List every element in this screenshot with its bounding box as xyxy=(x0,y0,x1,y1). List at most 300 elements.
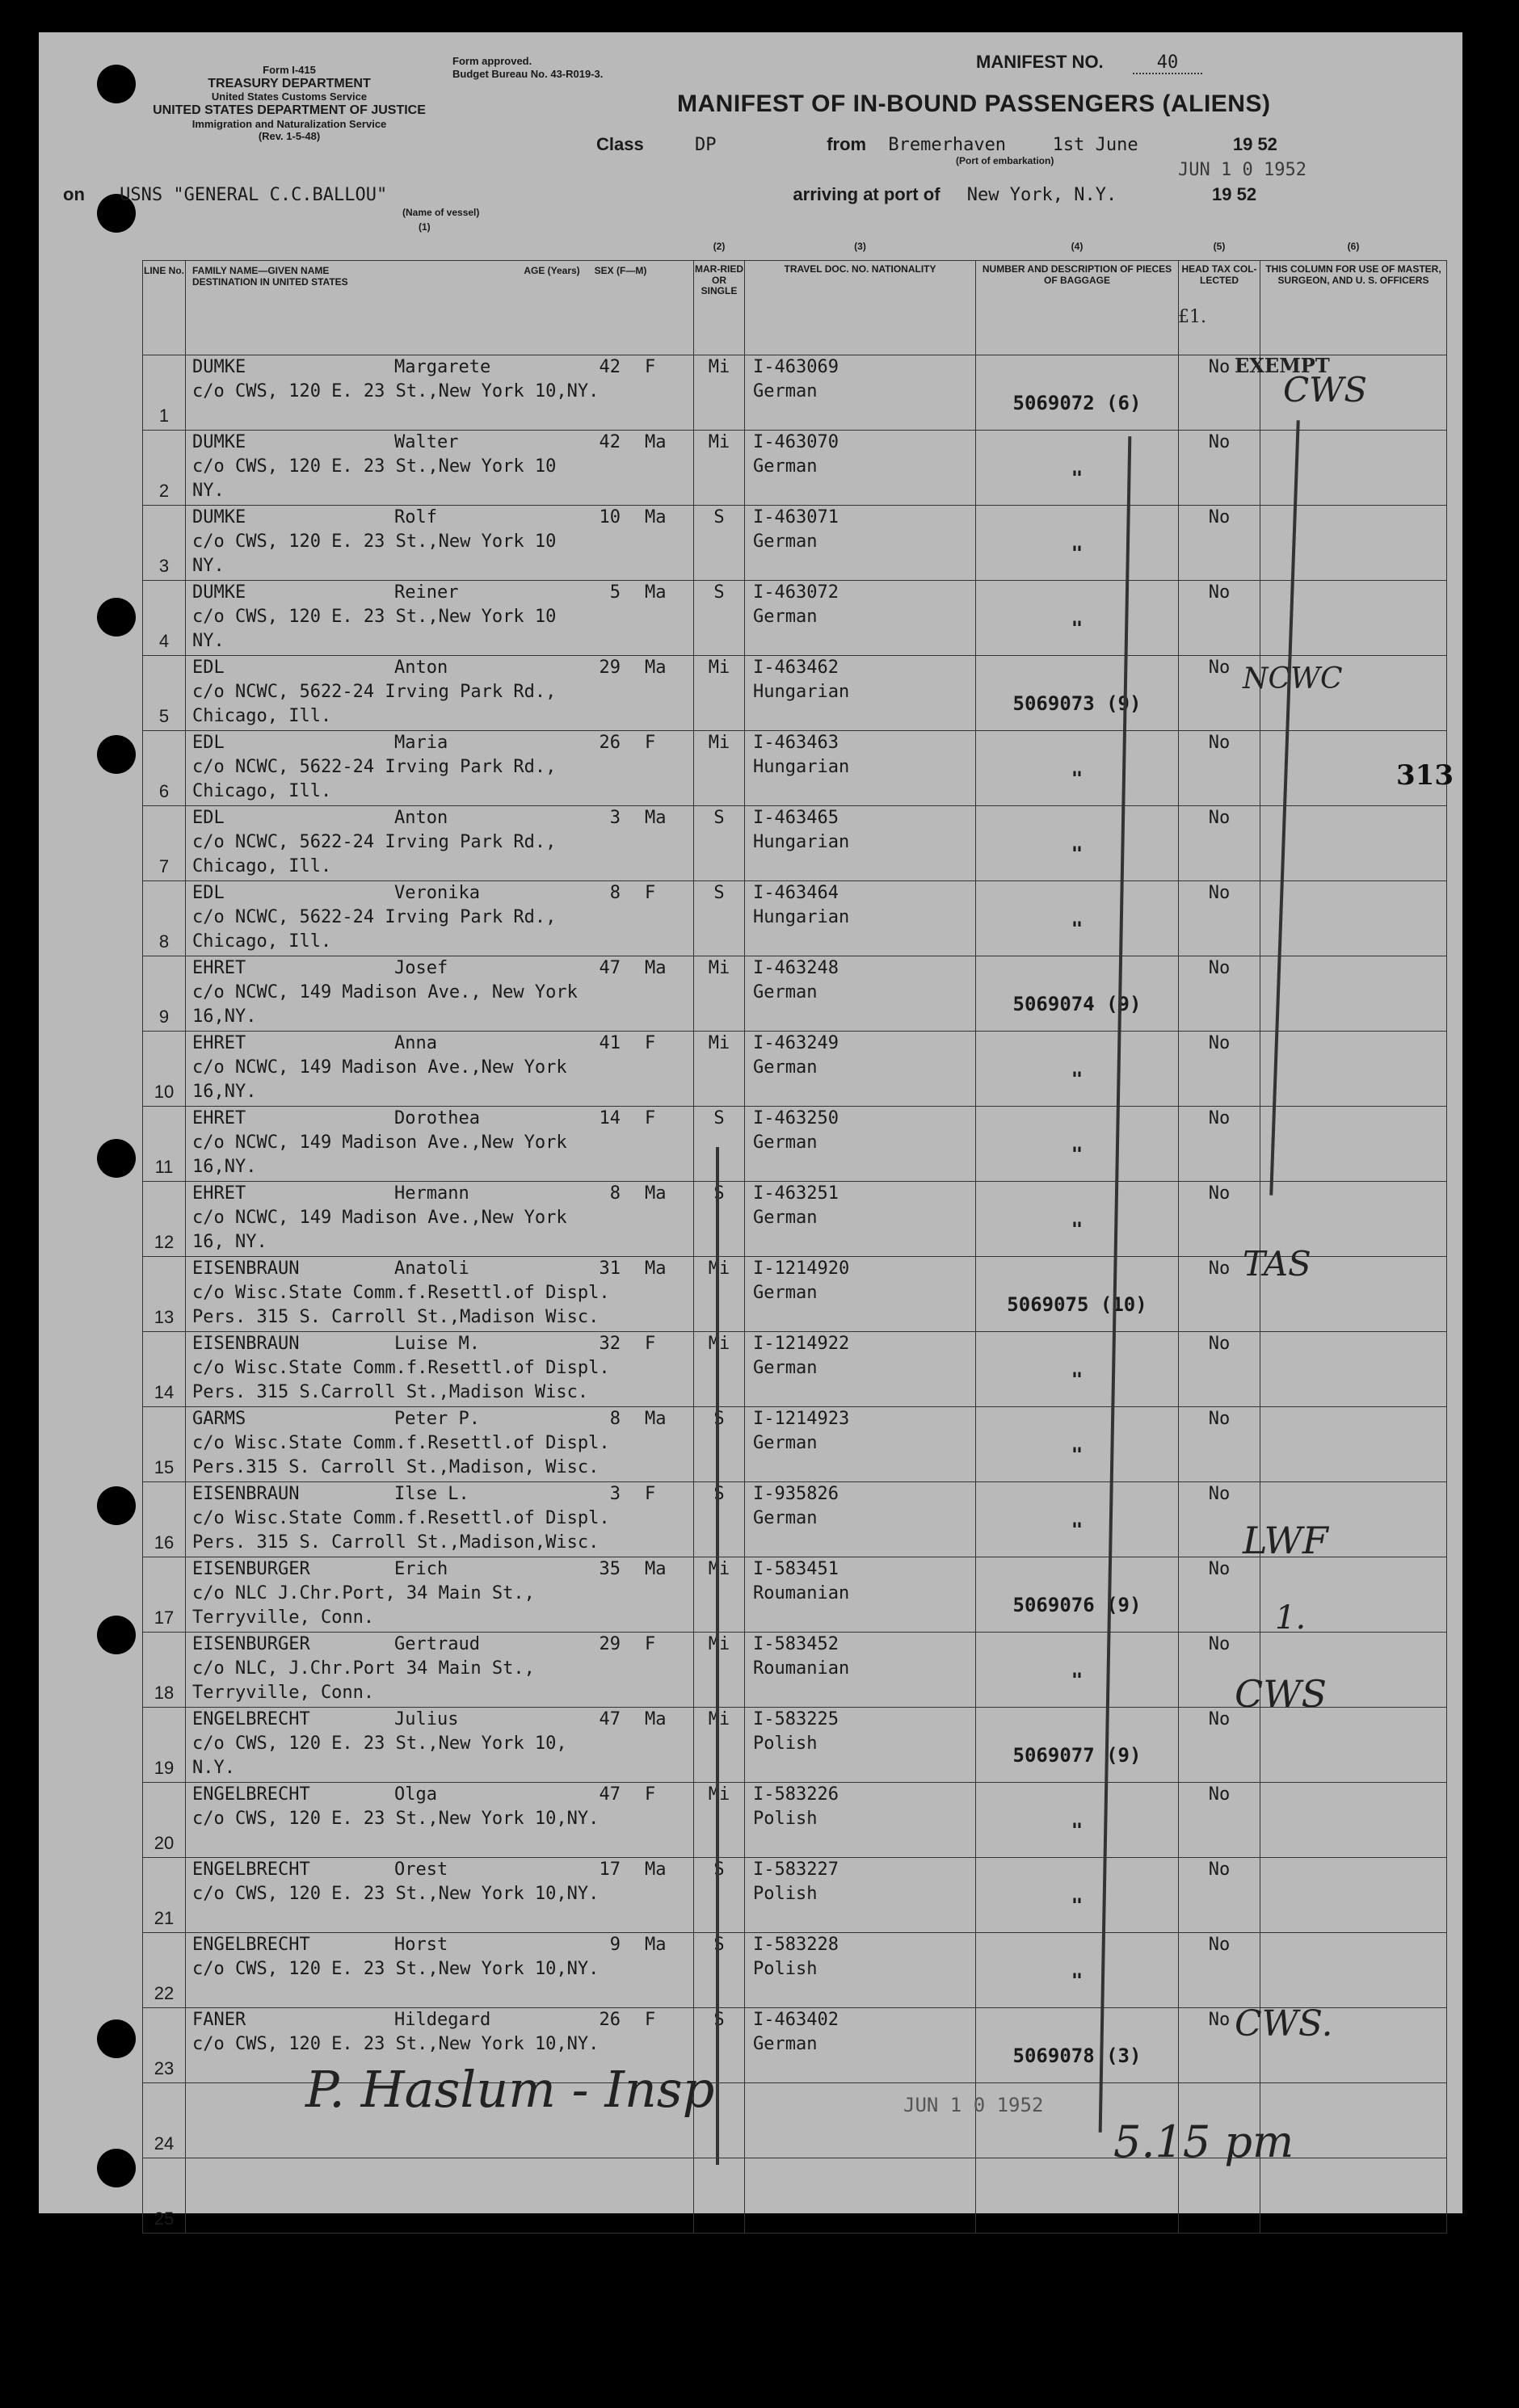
given-name: Anton xyxy=(394,658,448,678)
row-baggage-cell xyxy=(976,1482,1179,1557)
sex: Ma xyxy=(645,808,667,828)
row-baggage-cell xyxy=(976,1032,1179,1107)
nationality: German xyxy=(753,456,818,477)
column-header-row xyxy=(143,261,1447,355)
inspector-signature: P. Haslum - Insp xyxy=(305,2060,715,2119)
baggage: " xyxy=(1071,1969,1083,1992)
baggage: 5069073 (9) xyxy=(1012,692,1142,715)
baggage: " xyxy=(1071,1368,1083,1391)
row-doc-cell xyxy=(745,1407,976,1482)
col-head-tax-label: HEAD TAX COL-LECTED xyxy=(1181,263,1257,286)
row-baggage-cell xyxy=(976,581,1179,656)
family-name: FANER xyxy=(192,2010,246,2030)
row-name-cell xyxy=(186,656,694,731)
given-name: Veronika xyxy=(394,883,480,903)
age: 47 xyxy=(599,1709,621,1729)
family-name: EDL xyxy=(192,883,225,903)
travel-doc-no: I-463071 xyxy=(753,507,839,527)
sex: Ma xyxy=(645,1183,667,1204)
line-number: 18 xyxy=(154,1683,175,1703)
destination-line-2: NY. xyxy=(192,556,225,576)
destination-line-1: c/o NLC, J.Chr.Port 34 Main St., xyxy=(192,1658,535,1679)
sex: Ma xyxy=(645,1259,667,1279)
head-tax: No xyxy=(1179,1557,1260,1633)
head-tax: No xyxy=(1179,1482,1260,1557)
row-baggage-cell xyxy=(976,1107,1179,1182)
head-tax: No xyxy=(1179,1858,1260,1933)
justice-dept: UNITED STATES DEPARTMENT OF JUSTICE xyxy=(153,103,426,118)
officer-cell xyxy=(1260,956,1447,1032)
given-name: Erich xyxy=(394,1559,448,1579)
row-doc-cell xyxy=(745,2008,976,2083)
row-line-no xyxy=(143,731,186,806)
destination-line-2: Chicago, Ill. xyxy=(192,931,332,952)
destination-line-1: c/o CWS, 120 E. 23 St.,New York 10 xyxy=(192,532,557,552)
nationality: German xyxy=(753,982,818,1002)
row-name-cell xyxy=(186,806,694,881)
baggage: " xyxy=(1071,542,1083,565)
given-name: Anatoli xyxy=(394,1259,469,1279)
line-number: 8 xyxy=(158,931,170,952)
head-tax: No xyxy=(1179,1633,1260,1708)
age: 42 xyxy=(599,357,621,377)
manifest-no-value: 40 xyxy=(1133,53,1203,74)
nationality: German xyxy=(753,1057,818,1078)
marital-status: Mi xyxy=(694,431,745,506)
row-doc-cell xyxy=(745,431,976,506)
family-name: DUMKE xyxy=(192,582,246,603)
row-line-no xyxy=(143,881,186,956)
sex: Ma xyxy=(645,1935,667,1955)
row-baggage-cell xyxy=(976,431,1179,506)
sex: F xyxy=(645,1033,656,1053)
travel-doc-no: I-463248 xyxy=(753,958,839,978)
punch-hole xyxy=(97,1616,136,1654)
name-line xyxy=(192,1332,693,1356)
row-line-no xyxy=(143,506,186,581)
age: 10 xyxy=(599,507,621,527)
date-value: 1st June xyxy=(1052,135,1138,155)
row-name-cell xyxy=(186,1407,694,1482)
destination-line-1: c/o NLC J.Chr.Port, 34 Main St., xyxy=(192,1583,535,1603)
destination-line-2: N.Y. xyxy=(192,1758,235,1778)
family-name: EISENBURGER xyxy=(192,1634,310,1654)
dest-column-stroke xyxy=(716,1147,719,2165)
given-name: Reiner xyxy=(394,582,459,603)
name-line xyxy=(192,1933,693,1957)
marital-status: S xyxy=(694,881,745,956)
arriving-label: arriving at port of xyxy=(793,184,940,204)
baggage: 5069077 (9) xyxy=(1012,1744,1142,1767)
table-row xyxy=(143,1107,1447,1182)
row-baggage-cell xyxy=(976,731,1179,806)
given-name: Hermann xyxy=(394,1183,469,1204)
marital-status: S xyxy=(694,1107,745,1182)
travel-doc-no: I-463463 xyxy=(753,733,839,753)
head-tax: No xyxy=(1179,431,1260,506)
row-baggage-cell xyxy=(976,1182,1179,1257)
line-number: 4 xyxy=(158,631,170,651)
destination-line-1: c/o NCWC, 5622-24 Irving Park Rd., xyxy=(192,757,557,777)
nationality: Roumanian xyxy=(753,1658,850,1679)
row-name-cell xyxy=(186,881,694,956)
passenger-rows xyxy=(143,355,1447,2234)
bottom-date-stamp: JUN 1 0 1952 xyxy=(903,2094,1044,2116)
nationality: Hungarian xyxy=(753,907,850,927)
row-name-cell xyxy=(186,731,694,806)
row-doc-cell xyxy=(745,1032,976,1107)
sex: F xyxy=(645,1334,656,1354)
age: 29 xyxy=(599,658,621,678)
nationality: German xyxy=(753,1208,818,1228)
name-line xyxy=(192,1107,693,1131)
destination-line-1: c/o CWS, 120 E. 23 St.,New York 10,NY. xyxy=(192,381,600,401)
baggage: " xyxy=(1071,1143,1083,1166)
baggage: " xyxy=(1071,918,1083,940)
punch-hole xyxy=(97,1486,136,1525)
officer-cell xyxy=(1260,1933,1447,2008)
row-baggage-cell xyxy=(976,806,1179,881)
name-line xyxy=(192,1633,693,1657)
travel-doc-no: I-463070 xyxy=(753,432,839,452)
row-doc-cell xyxy=(745,355,976,431)
head-tax: No xyxy=(1179,1783,1260,1858)
table-row xyxy=(143,1332,1447,1407)
sex: Ma xyxy=(645,582,667,603)
row-line-no xyxy=(143,1633,186,1708)
row-name-cell xyxy=(186,956,694,1032)
family-name: EDL xyxy=(192,808,225,828)
family-name: ENGELBRECHT xyxy=(192,1784,310,1805)
arrival-time-note: 5.15 pm xyxy=(1113,2116,1294,2167)
name-line xyxy=(192,1182,693,1206)
travel-doc-no: I-583226 xyxy=(753,1784,839,1805)
family-name: EISENBURGER xyxy=(192,1559,310,1579)
line-number: 11 xyxy=(154,1157,174,1177)
family-name: DUMKE xyxy=(192,507,246,527)
row-doc-cell xyxy=(745,1633,976,1708)
row-baggage-cell xyxy=(976,1933,1179,2008)
row-line-no xyxy=(143,1708,186,1783)
nationality: German xyxy=(753,1283,818,1303)
head-tax: No xyxy=(1179,1032,1260,1107)
customs-service: United States Customs Service xyxy=(211,90,368,103)
age: 9 xyxy=(609,1935,621,1955)
head-tax: No xyxy=(1179,656,1260,731)
destination-line-1: c/o NCWC, 149 Madison Ave., New York xyxy=(192,982,578,1002)
sex: F xyxy=(645,1784,656,1805)
row-doc-cell xyxy=(745,731,976,806)
destination-line-1: c/o NCWC, 149 Madison Ave.,New York xyxy=(192,1208,567,1228)
col-officers xyxy=(1260,241,1447,355)
officer-cell xyxy=(1260,1708,1447,1783)
age: 41 xyxy=(599,1033,621,1053)
col-5-marker: (5) xyxy=(1213,241,1226,252)
row-baggage-cell xyxy=(976,1332,1179,1407)
baggage: 5069074 (9) xyxy=(1012,993,1142,1015)
travel-doc-no: I-1214923 xyxy=(753,1409,850,1429)
page-title: MANIFEST OF IN-BOUND PASSENGERS (ALIENS) xyxy=(677,90,1271,117)
col-6-marker: (6) xyxy=(1347,241,1360,252)
sex: F xyxy=(645,883,656,903)
head-tax: No xyxy=(1179,881,1260,956)
sex: F xyxy=(645,1634,656,1654)
head-tax: No xyxy=(1179,1708,1260,1783)
table-row xyxy=(143,881,1447,956)
name-line xyxy=(192,1783,693,1807)
age: 47 xyxy=(599,958,621,978)
row-line-no xyxy=(143,2008,186,2083)
sex: Ma xyxy=(645,1860,667,1880)
nationality: German xyxy=(753,607,818,627)
row-name-cell xyxy=(186,431,694,506)
line-number: 3 xyxy=(158,556,170,576)
baggage: " xyxy=(1071,1068,1083,1091)
name-line xyxy=(192,731,693,755)
row-name-cell xyxy=(186,355,694,431)
table-row xyxy=(143,1858,1447,1933)
officer-note-lwf: LWF xyxy=(1243,1519,1328,1562)
col-3-marker: (3) xyxy=(854,241,866,252)
line-number: 22 xyxy=(154,1983,175,2003)
line-number: 24 xyxy=(154,2133,175,2154)
row-doc-cell xyxy=(745,881,976,956)
row-name-cell xyxy=(186,1708,694,1783)
form-number: Form I-415 xyxy=(263,64,316,76)
line-number: 15 xyxy=(154,1457,175,1477)
age: 14 xyxy=(599,1108,621,1128)
row-line-no xyxy=(143,1557,186,1633)
col-name-label: FAMILY NAME—GIVEN NAME xyxy=(192,265,330,276)
travel-doc-no: I-1214920 xyxy=(753,1259,850,1279)
row-line-no xyxy=(143,1257,186,1332)
line-number: 25 xyxy=(154,2208,175,2229)
age: 8 xyxy=(609,883,621,903)
col-age-label: AGE (Years) xyxy=(524,265,580,276)
officer-note-cws-3: CWS. xyxy=(1235,2003,1333,2044)
col-travel-doc-label: TRAVEL DOC. NO. NATIONALITY xyxy=(784,263,936,275)
punch-hole xyxy=(97,735,136,774)
age: 31 xyxy=(599,1259,621,1279)
marital-status: S xyxy=(694,581,745,656)
family-name: EDL xyxy=(192,658,225,678)
margin-page-number: 313 xyxy=(1396,759,1454,792)
table-row xyxy=(143,731,1447,806)
line-number: 5 xyxy=(158,706,170,726)
destination-line-2: Terryville, Conn. xyxy=(192,1683,375,1703)
row-doc-cell xyxy=(745,656,976,731)
travel-doc-no: I-463250 xyxy=(753,1108,839,1128)
nationality: Polish xyxy=(753,1734,818,1754)
punch-hole xyxy=(97,1139,136,1178)
given-name: Hildegard xyxy=(394,2010,491,2030)
head-tax: No xyxy=(1179,2008,1260,2083)
row-line-no xyxy=(143,1107,186,1182)
form-approved xyxy=(452,55,603,80)
sex: Ma xyxy=(645,432,667,452)
table-row xyxy=(143,1933,1447,2008)
row-line-no xyxy=(143,2158,186,2234)
travel-doc-no: I-583225 xyxy=(753,1709,839,1729)
age: 47 xyxy=(599,1784,621,1805)
nationality: Polish xyxy=(753,1809,818,1829)
baggage: " xyxy=(1071,843,1083,865)
revision: (Rev. 1-5-48) xyxy=(258,129,321,142)
marital-status: S xyxy=(694,806,745,881)
destination-line-2: 16,NY. xyxy=(192,1082,257,1102)
family-name: EHRET xyxy=(192,1108,246,1128)
given-name: Orest xyxy=(394,1860,448,1880)
row-line-no xyxy=(143,581,186,656)
row-line-no xyxy=(143,1407,186,1482)
given-name: Horst xyxy=(394,1935,448,1955)
family-name: DUMKE xyxy=(192,357,246,377)
line-number: 17 xyxy=(154,1607,175,1628)
head-tax: No xyxy=(1179,1107,1260,1182)
col-4-marker: (4) xyxy=(1071,241,1083,252)
budget-bureau: Budget Bureau No. 43-R019-3. xyxy=(452,67,604,80)
row-baggage-cell xyxy=(976,2008,1179,2083)
nationality: Roumanian xyxy=(753,1583,850,1603)
col-name xyxy=(186,261,694,355)
baggage: " xyxy=(1071,1894,1083,1917)
head-tax: No xyxy=(1179,731,1260,806)
corner-note: £1. xyxy=(1178,307,1206,327)
row-doc-cell xyxy=(745,1557,976,1633)
travel-doc-no: I-935826 xyxy=(753,1484,839,1504)
family-name: EHRET xyxy=(192,1033,246,1053)
row-name-cell xyxy=(186,1182,694,1257)
travel-doc-no: I-583452 xyxy=(753,1634,839,1654)
baggage: 5069072 (6) xyxy=(1012,392,1142,414)
table-row xyxy=(143,956,1447,1032)
destination-line-2: Chicago, Ill. xyxy=(192,781,332,801)
row-baggage-cell xyxy=(976,1783,1179,1858)
family-name: ENGELBRECHT xyxy=(192,1935,310,1955)
ins-service: Immigration and Naturalization Service xyxy=(191,117,387,130)
officer-cell xyxy=(1260,1032,1447,1107)
row-doc-cell xyxy=(745,1933,976,2008)
row-baggage-cell xyxy=(976,1708,1179,1783)
vessel-name: USNS "GENERAL C.C.BALLOU" xyxy=(120,185,388,205)
travel-doc-no: I-463072 xyxy=(753,582,839,603)
travel-doc-no: I-1214922 xyxy=(753,1334,850,1354)
row-doc-cell xyxy=(745,1182,976,1257)
sex: Ma xyxy=(645,1559,667,1579)
line-number: 14 xyxy=(154,1382,175,1402)
destination-line-2: 16,NY. xyxy=(192,1006,257,1027)
row-name-cell xyxy=(186,1332,694,1407)
line-number: 23 xyxy=(154,2058,175,2078)
row-name-cell xyxy=(186,1858,694,1933)
nationality: Hungarian xyxy=(753,682,850,702)
given-name: Margarete xyxy=(394,357,491,377)
row-line-no xyxy=(143,806,186,881)
nationality: German xyxy=(753,1133,818,1153)
destination-line-2: NY. xyxy=(192,631,225,651)
marital-status: Mi xyxy=(694,1257,745,1332)
marital-status: S xyxy=(694,1858,745,1933)
sex: Ma xyxy=(645,507,667,527)
marital-status: Mi xyxy=(694,355,745,431)
family-name: EISENBRAUN xyxy=(192,1334,300,1354)
officer-cell xyxy=(1260,1332,1447,1407)
destination-line-2: Pers.315 S. Carroll St.,Madison, Wisc. xyxy=(192,1457,600,1477)
name-line xyxy=(192,581,693,605)
name-line xyxy=(192,1257,693,1281)
table-row xyxy=(143,1708,1447,1783)
table-row xyxy=(143,431,1447,506)
officer-cell xyxy=(1260,1858,1447,1933)
marital-status: Mi xyxy=(694,656,745,731)
age: 32 xyxy=(599,1334,621,1354)
destination-line-1: c/o CWS, 120 E. 23 St.,New York 10,NY. xyxy=(192,1884,600,1904)
baggage: " xyxy=(1071,1819,1083,1842)
row-name-cell xyxy=(186,1032,694,1107)
destination-line-2: Pers. 315 S.Carroll St.,Madison Wisc. xyxy=(192,1382,589,1402)
given-name: Gertraud xyxy=(394,1634,480,1654)
marital-status: Mi xyxy=(694,731,745,806)
age: 26 xyxy=(599,2010,621,2030)
destination-line-1: c/o CWS, 120 E. 23 St.,New York 10,NY. xyxy=(192,1809,600,1829)
row-name-cell xyxy=(186,581,694,656)
destination-line-2: Chicago, Ill. xyxy=(192,856,332,876)
row-doc-cell xyxy=(745,1257,976,1332)
officer-cell xyxy=(1260,1407,1447,1482)
travel-doc-no: I-463464 xyxy=(753,883,839,903)
baggage: " xyxy=(1071,1519,1083,1541)
line-number: 16 xyxy=(154,1532,175,1553)
table-row xyxy=(143,806,1447,881)
sex: F xyxy=(645,357,656,377)
table-row xyxy=(143,1032,1447,1107)
marital-status: Mi xyxy=(694,1783,745,1858)
row-line-no xyxy=(143,1858,186,1933)
destination-line-2: 16,NY. xyxy=(192,1157,257,1177)
row-baggage-cell xyxy=(976,1858,1179,1933)
sex: F xyxy=(645,2010,656,2030)
officer-cell xyxy=(1260,506,1447,581)
head-tax: No xyxy=(1179,806,1260,881)
row-baggage-cell xyxy=(976,1633,1179,1708)
head-tax: No xyxy=(1179,506,1260,581)
line-number: 7 xyxy=(158,856,170,876)
row-doc-cell xyxy=(745,1708,976,1783)
col-1-marker: (1) xyxy=(419,221,431,233)
row-name-cell xyxy=(186,506,694,581)
line-number: 2 xyxy=(158,481,170,501)
sex: F xyxy=(645,733,656,753)
table-row xyxy=(143,581,1447,656)
line-number: 12 xyxy=(154,1232,175,1252)
given-name: Rolf xyxy=(394,507,437,527)
given-name: Anton xyxy=(394,808,448,828)
name-line xyxy=(192,656,693,680)
destination-line-1: c/o CWS, 120 E. 23 St.,New York 10 xyxy=(192,607,557,627)
nationality: German xyxy=(753,2034,818,2054)
row-doc-cell xyxy=(745,581,976,656)
class-line xyxy=(596,134,1404,166)
col-2-marker: (2) xyxy=(713,241,726,252)
name-line xyxy=(192,881,693,906)
name-line xyxy=(192,1858,693,1882)
line-number: 21 xyxy=(154,1908,175,1928)
given-name: Maria xyxy=(394,733,448,753)
row-line-no xyxy=(143,1933,186,2008)
marital-status xyxy=(694,2158,745,2234)
head-tax: No xyxy=(1179,956,1260,1032)
name-line xyxy=(192,2008,693,2032)
